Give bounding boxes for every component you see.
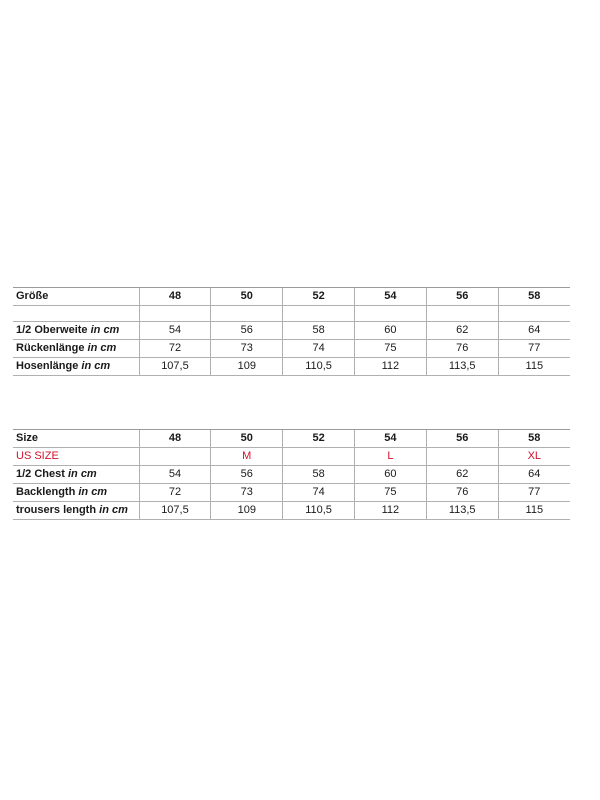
size-cell: 56	[426, 288, 498, 306]
table-cell: 107,5	[139, 358, 211, 376]
table-cell: 72	[139, 340, 211, 358]
table-cell: 76	[426, 484, 498, 502]
table-cell: 115	[498, 358, 570, 376]
table-cell: 77	[498, 340, 570, 358]
size-cell: 58	[498, 430, 570, 448]
table-cell: 64	[498, 466, 570, 484]
table-cell: 54	[139, 322, 211, 340]
table-cell: 60	[354, 322, 426, 340]
us-size-cell: XL	[498, 448, 570, 466]
row-label: Rückenlänge in cm	[13, 340, 139, 358]
size-cell: 48	[139, 288, 211, 306]
row-label: 1/2 Chest in cm	[13, 466, 139, 484]
size-cell: 56	[426, 430, 498, 448]
table-cell: 72	[139, 484, 211, 502]
table-row	[13, 502, 570, 520]
table-cell: 75	[354, 484, 426, 502]
size-cell: 52	[283, 288, 355, 306]
row-label: Backlength in cm	[13, 484, 139, 502]
size-cell: 54	[354, 288, 426, 306]
size-table-english	[13, 429, 570, 520]
us-size-row	[13, 448, 570, 466]
table-row	[13, 340, 570, 358]
row-label: Hosenlänge in cm	[13, 358, 139, 376]
table-cell: 110,5	[283, 358, 355, 376]
table-cell: 60	[354, 466, 426, 484]
table-cell: 73	[211, 340, 283, 358]
table-row	[13, 484, 570, 502]
table-cell: 56	[211, 322, 283, 340]
table-cell: 109	[211, 502, 283, 520]
us-size-cell	[426, 448, 498, 466]
size-cell: 52	[283, 430, 355, 448]
table-cell: 58	[283, 466, 355, 484]
table-cell: 62	[426, 466, 498, 484]
us-size-cell	[283, 448, 355, 466]
table-row	[13, 466, 570, 484]
table-cell: 113,5	[426, 358, 498, 376]
table-cell: 54	[139, 466, 211, 484]
us-size-cell: L	[354, 448, 426, 466]
table-cell: 75	[354, 340, 426, 358]
table-cell: 64	[498, 322, 570, 340]
table-cell: 113,5	[426, 502, 498, 520]
table-row	[13, 358, 570, 376]
size-cell: 48	[139, 430, 211, 448]
size-cell: 58	[498, 288, 570, 306]
table-cell: 74	[283, 340, 355, 358]
us-size-cell: M	[211, 448, 283, 466]
us-size-label: US SIZE	[13, 448, 139, 466]
header-label: Size	[13, 430, 139, 448]
header-label: Größe	[13, 288, 139, 306]
table-cell: 107,5	[139, 502, 211, 520]
row-label: 1/2 Oberweite in cm	[13, 322, 139, 340]
table-cell: 62	[426, 322, 498, 340]
size-cell: 54	[354, 430, 426, 448]
table-cell: 74	[283, 484, 355, 502]
size-table-german	[13, 287, 570, 376]
table-cell: 58	[283, 322, 355, 340]
row-label: trousers length in cm	[13, 502, 139, 520]
table-header-row	[13, 288, 570, 306]
table-cell: 77	[498, 484, 570, 502]
table-cell: 112	[354, 502, 426, 520]
table-cell: 76	[426, 340, 498, 358]
table-cell: 56	[211, 466, 283, 484]
us-size-cell	[139, 448, 211, 466]
size-cell: 50	[211, 430, 283, 448]
table-cell: 110,5	[283, 502, 355, 520]
table-cell: 109	[211, 358, 283, 376]
size-cell: 50	[211, 288, 283, 306]
table-cell: 112	[354, 358, 426, 376]
table-row	[13, 322, 570, 340]
table-header-row	[13, 430, 570, 448]
table-cell: 115	[498, 502, 570, 520]
table-cell: 73	[211, 484, 283, 502]
blank-row	[13, 306, 570, 322]
